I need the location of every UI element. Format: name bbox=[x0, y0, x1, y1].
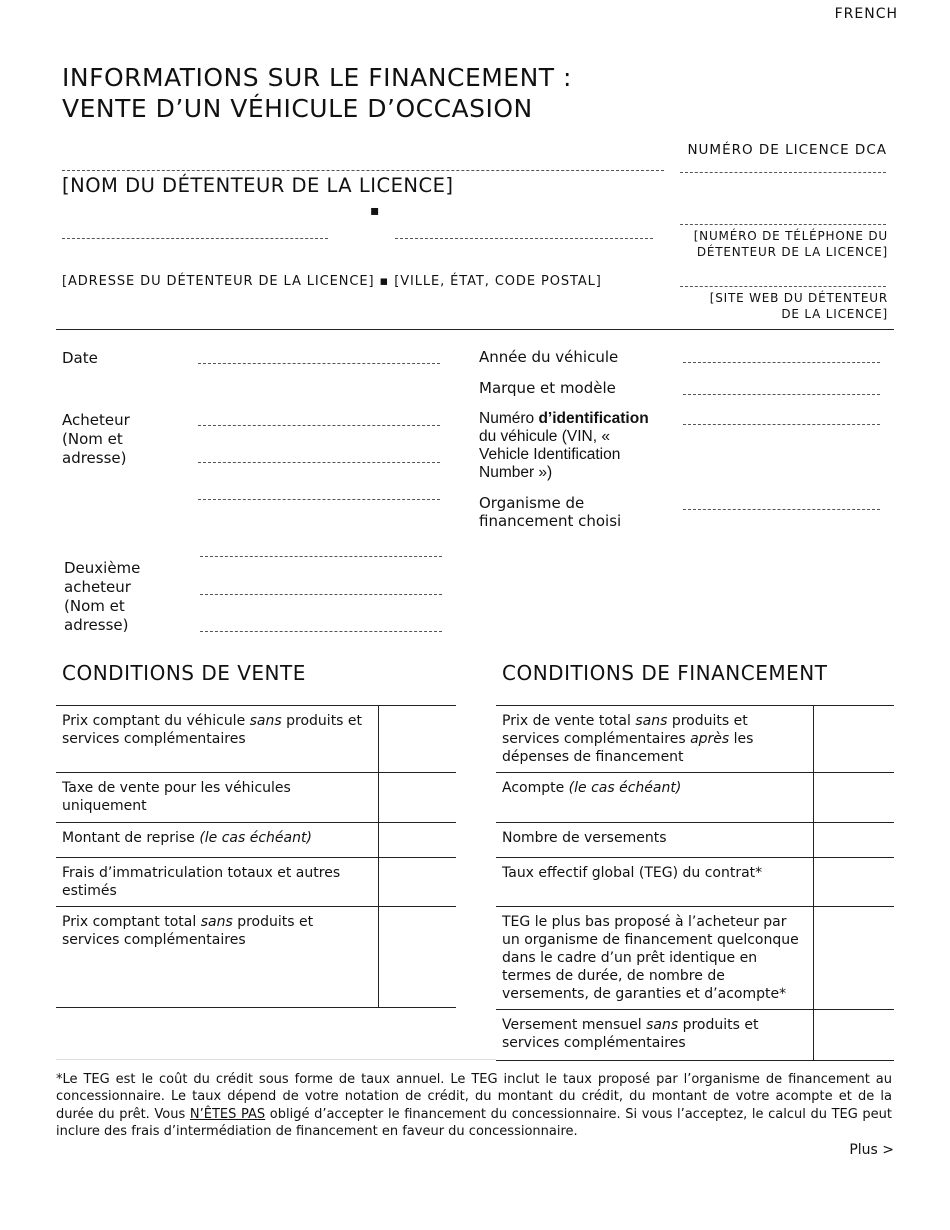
finance-terms-heading: CONDITIONS DE FINANCEMENT bbox=[502, 661, 828, 685]
footnote-underlined: N’ÊTES PAS bbox=[189, 1106, 266, 1122]
vehicle-year-label: Année du véhicule bbox=[479, 348, 619, 366]
sale-terms-heading: CONDITIONS DE VENTE bbox=[62, 661, 306, 685]
date-label: Date bbox=[62, 349, 98, 367]
sale-row-label: Taxe de vente pour les véhicules uniquement bbox=[56, 773, 379, 823]
license-number-line[interactable] bbox=[680, 172, 886, 173]
finance-row-label: Versement mensuel sans produits et services complémentaires bbox=[496, 1010, 814, 1061]
table-row bbox=[56, 823, 456, 858]
vin-label-bold: d’identification bbox=[538, 410, 649, 427]
sale-row-value-registration-fees[interactable] bbox=[379, 858, 457, 907]
finance-row-value-total-sale-price[interactable] bbox=[814, 706, 895, 773]
buyer-field-line-3[interactable] bbox=[198, 499, 440, 500]
phone-line[interactable] bbox=[680, 224, 886, 225]
finance-row-label: TEG le plus bas proposé à l’acheteur par un organisme de financement quelconque dans le cadre d’un prêt identique en termes de durée, de nombre de versements, de garanties et d’acompte* bbox=[496, 907, 814, 1010]
phone-label: [NUMÉRO DE TÉLÉPHONE DU DÉTENTEUR DE LA LICENCE] bbox=[693, 229, 888, 259]
table-row bbox=[496, 773, 894, 823]
footnote-text-1: *Le TEG est le coût du crédit sous forme de taux annuel. Le TEG inclut le taux proposé par l’organisme de financement au concessionnaire. Le taux dépend de votre notation de crédit, du montant du crédit, du montant de votre acompte et de la durée du prêt. Vous bbox=[56, 1072, 892, 1122]
address-label: [ADRESSE DU DÉTENTEUR DE LA LICENCE] ▪ [VILLE, ÉTAT, CODE POSTAL] bbox=[62, 274, 602, 289]
finance-row-value-number-of-payments[interactable] bbox=[814, 823, 895, 858]
apr-footnote bbox=[56, 1071, 892, 1140]
more-link[interactable]: Plus > bbox=[849, 1142, 894, 1158]
buyer-field-line-1[interactable] bbox=[198, 425, 440, 426]
finance-row-label: Nombre de versements bbox=[496, 823, 814, 858]
second-buyer-field-line-1[interactable] bbox=[200, 556, 442, 557]
vin-field[interactable] bbox=[683, 424, 880, 425]
sale-row-value-total-cash-price[interactable] bbox=[379, 907, 457, 1008]
make-model-label: Marque et modèle bbox=[479, 379, 616, 397]
buyer-label: Acheteur (Nom et adresse) bbox=[62, 411, 130, 467]
sale-row-value-trade-in[interactable] bbox=[379, 823, 457, 858]
table-row bbox=[496, 706, 894, 773]
sale-row-label: Frais d’immatriculation totaux et autres estimés bbox=[56, 858, 379, 907]
finance-row-label: Prix de vente total sans produits et services complémentaires après les dépenses de financement bbox=[496, 706, 814, 773]
sale-row-label: Prix comptant total sans produits et services complémentaires bbox=[56, 907, 379, 1008]
table-row bbox=[496, 823, 894, 858]
page-title bbox=[62, 62, 572, 124]
vehicle-year-field[interactable] bbox=[683, 362, 880, 363]
vin-label bbox=[479, 410, 664, 482]
vin-label-part-1: Numéro bbox=[479, 410, 539, 427]
second-buyer-label: Deuxième acheteur (Nom et adresse) bbox=[64, 559, 141, 634]
language-label: FRENCH bbox=[834, 6, 898, 22]
second-buyer-field-line-3[interactable] bbox=[200, 631, 442, 632]
finance-row-value-down-payment[interactable] bbox=[814, 773, 895, 823]
separator-bullet: ▪ bbox=[370, 203, 380, 219]
sale-row-label: Montant de reprise (le cas échéant) bbox=[56, 823, 379, 858]
table-row bbox=[56, 907, 456, 1008]
sale-row-value-sales-tax[interactable] bbox=[379, 773, 457, 823]
finance-row-value-monthly-payment[interactable] bbox=[814, 1010, 895, 1061]
table-row bbox=[496, 1010, 894, 1061]
footnote-text-2: obligé d’accepter le financement du concessionnaire. Si vous l’acceptez, le calcul du TEG peut inclure des frais d’intermédiation de financement en faveur du concessionnaire. bbox=[56, 1106, 892, 1139]
sale-row-label: Prix comptant du véhicule sans produits et services complémentaires bbox=[56, 706, 379, 773]
licensee-name-line[interactable] bbox=[62, 170, 664, 171]
finance-row-value-apr[interactable] bbox=[814, 858, 895, 907]
table-row bbox=[496, 907, 894, 1010]
date-field[interactable] bbox=[198, 363, 440, 364]
second-buyer-field-line-2[interactable] bbox=[200, 594, 442, 595]
title-line-1: INFORMATIONS SUR LE FINANCEMENT : bbox=[62, 63, 572, 92]
buyer-field-line-2[interactable] bbox=[198, 462, 440, 463]
lender-field[interactable] bbox=[683, 509, 880, 510]
table-row bbox=[56, 858, 456, 907]
lender-label: Organisme de financement choisi bbox=[479, 494, 622, 530]
table-row bbox=[56, 706, 456, 773]
table-row bbox=[56, 773, 456, 823]
finance-row-value-lowest-apr[interactable] bbox=[814, 907, 895, 1010]
vin-label-part-2: du véhicule (VIN, « Vehicle Identification Number ») bbox=[479, 428, 621, 481]
license-number-label: NUMÉRO DE LICENCE DCA bbox=[687, 142, 887, 158]
make-model-field[interactable] bbox=[683, 394, 880, 395]
sale-terms-table bbox=[56, 705, 456, 1008]
sale-table-bottom-divider bbox=[56, 1059, 496, 1060]
city-state-zip-line[interactable] bbox=[395, 238, 653, 239]
website-line[interactable] bbox=[680, 286, 886, 287]
website-label: [SITE WEB DU DÉTENTEUR DE LA LICENCE] bbox=[709, 291, 888, 321]
sale-row-value-cash-price[interactable] bbox=[379, 706, 457, 773]
header-divider bbox=[56, 329, 894, 330]
table-row bbox=[496, 858, 894, 907]
finance-terms-table bbox=[496, 705, 894, 1061]
title-line-2: VENTE D’UN VÉHICULE D’OCCASION bbox=[62, 94, 533, 123]
licensee-name-placeholder: [NOM DU DÉTENTEUR DE LA LICENCE] bbox=[62, 174, 454, 197]
address-line[interactable] bbox=[62, 238, 328, 239]
finance-row-label: Acompte (le cas échéant) bbox=[496, 773, 814, 823]
finance-row-label: Taux effectif global (TEG) du contrat* bbox=[496, 858, 814, 907]
